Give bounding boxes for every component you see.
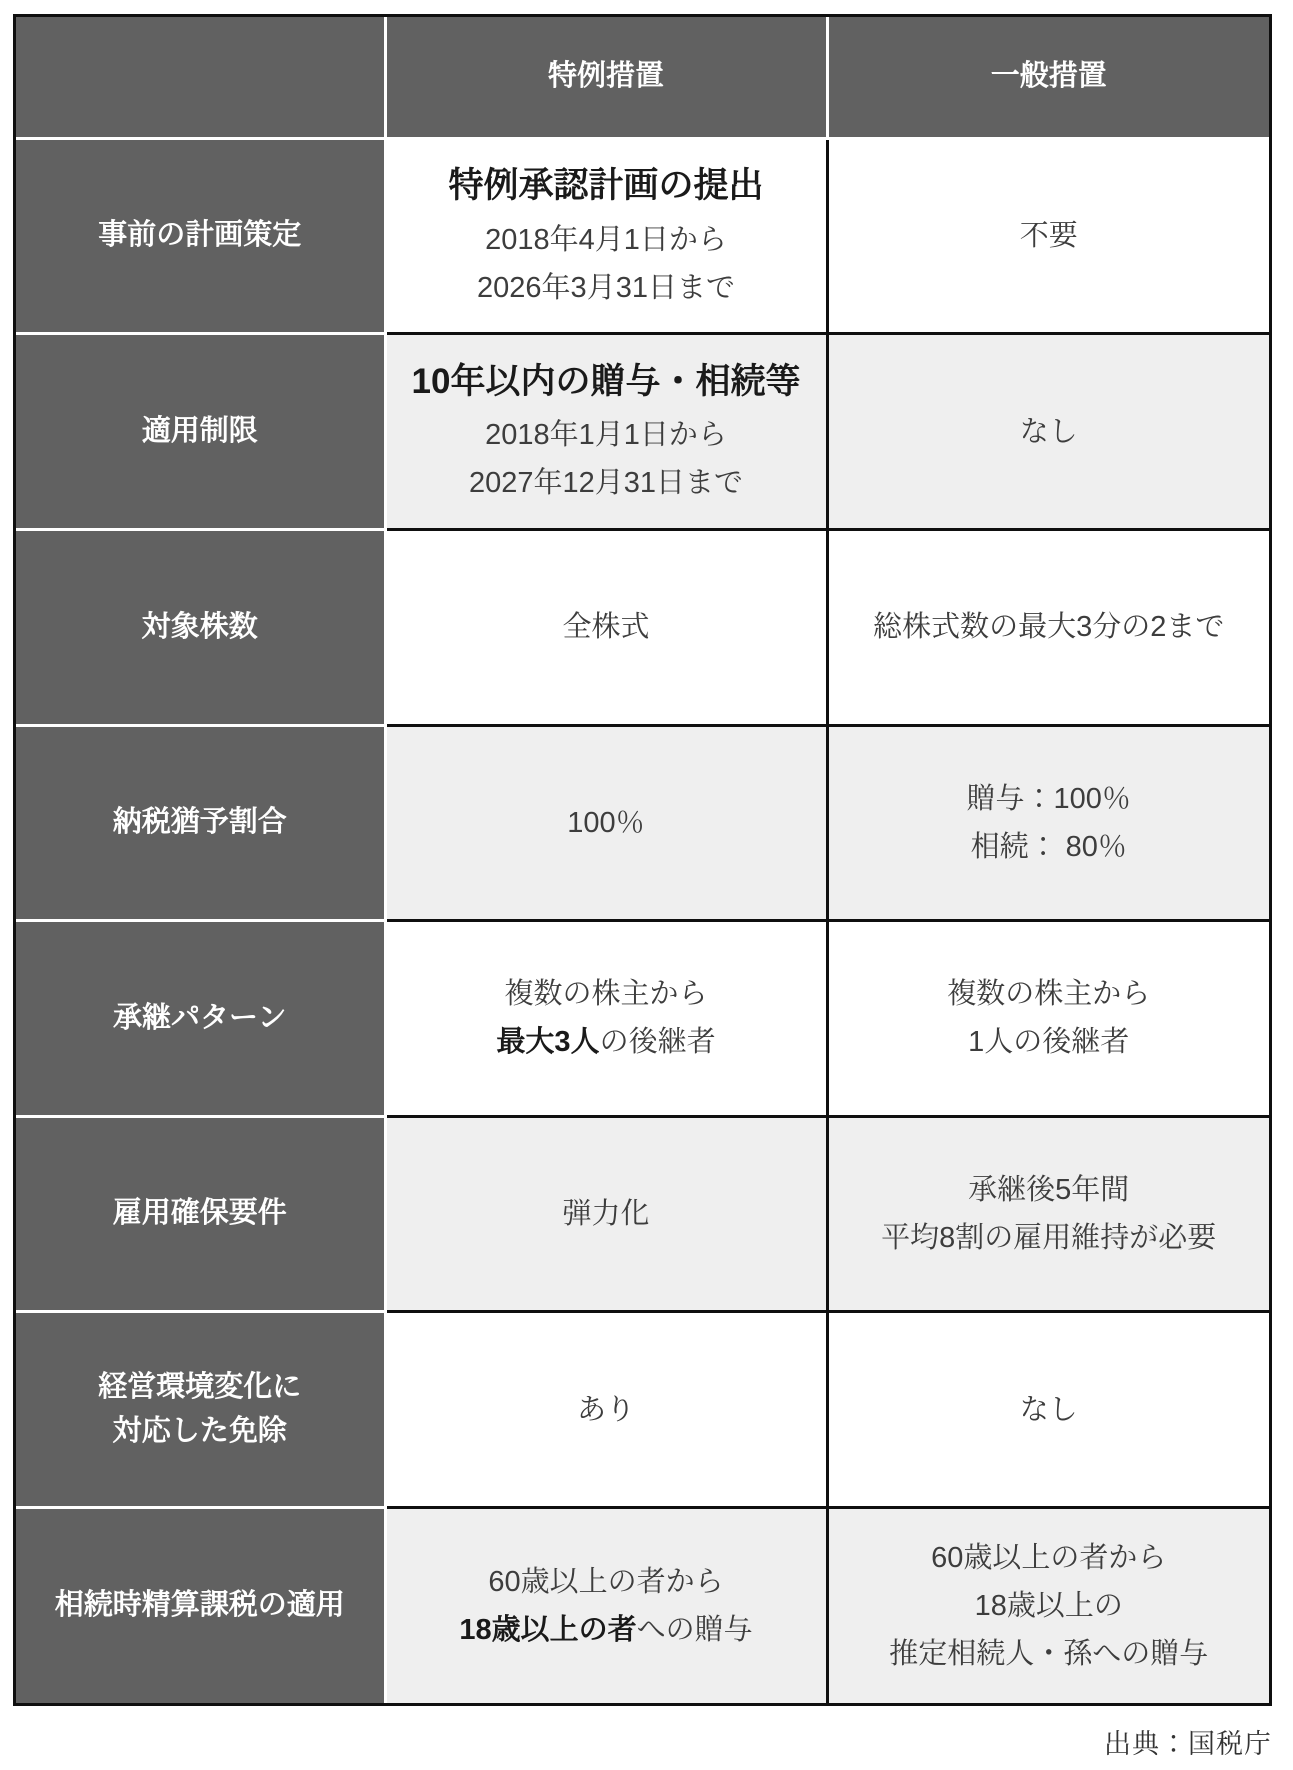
column-header-special-label: 特例措置 bbox=[547, 60, 664, 93]
cell-general-environment-exemption: なし bbox=[827, 1312, 1269, 1508]
cell-special-employment-requirement: 弾力化 bbox=[385, 1116, 827, 1312]
table-row-environment-exemption bbox=[16, 1312, 1269, 1508]
cell-general-employment-requirement: 承継後5年間 平均8割の雇用維持が必要 bbox=[827, 1116, 1269, 1312]
cell-special-succession-pattern: 複数の株主から 最大3人の後継者 bbox=[385, 921, 827, 1117]
table-row-application-limit bbox=[16, 334, 1269, 530]
header-row bbox=[16, 17, 1269, 138]
cell-title: 10年以内の贈与・相続等 bbox=[411, 361, 801, 401]
comparison-table bbox=[13, 14, 1272, 1706]
row-label: 承継パターン bbox=[16, 921, 385, 1117]
table-row-target-shares bbox=[16, 530, 1269, 726]
row-label: 適用制限 bbox=[16, 334, 385, 530]
column-header-general-label: 一般措置 bbox=[990, 60, 1107, 93]
cell-special-application-limit: 10年以内の贈与・相続等 2018年1月1日から 2027年12月31日まで bbox=[385, 334, 827, 530]
row-label: 雇用確保要件 bbox=[16, 1116, 385, 1312]
cell-special-environment-exemption: あり bbox=[385, 1312, 827, 1508]
cell-special-deferral-ratio: 100％ bbox=[385, 725, 827, 921]
column-header-special bbox=[385, 17, 827, 138]
row-label: 相続時精算課税の適用 bbox=[16, 1507, 385, 1703]
cell-general-target-shares: 総株式数の最大3分の2まで bbox=[827, 530, 1269, 726]
succession-tax-table bbox=[16, 17, 1269, 1703]
table-row-deferral-ratio bbox=[16, 725, 1269, 921]
source-note: 出典：国税庁 bbox=[1104, 1729, 1272, 1759]
cell-title: 特例承認計画の提出 bbox=[448, 166, 764, 206]
cell-general-succession-pattern: 複数の株主から 1人の後継者 bbox=[827, 921, 1269, 1117]
table-row-succession-pattern bbox=[16, 921, 1269, 1117]
row-label: 対象株数 bbox=[16, 530, 385, 726]
bold-segment: 最大3人 bbox=[496, 1026, 600, 1059]
row-label: 事前の計画策定 bbox=[16, 138, 385, 334]
row-label: 経営環境変化に 対応した免除 bbox=[16, 1312, 385, 1508]
bold-segment: 18歳以上の者 bbox=[459, 1613, 637, 1646]
cell-special-settlement-taxation: 60歳以上の者から 18歳以上の者への贈与 bbox=[385, 1507, 827, 1703]
table-row-advance-plan bbox=[16, 138, 1269, 334]
column-header-general bbox=[827, 17, 1269, 138]
cell-general-advance-plan: 不要 bbox=[827, 138, 1269, 334]
cell-special-target-shares: 全株式 bbox=[385, 530, 827, 726]
cell-special-advance-plan: 特例承認計画の提出 2018年4月1日から 2026年3月31日まで bbox=[385, 138, 827, 334]
corner-cell bbox=[16, 17, 385, 138]
cell-general-settlement-taxation: 60歳以上の者から 18歳以上の 推定相続人・孫への贈与 bbox=[827, 1507, 1269, 1703]
cell-general-application-limit: なし bbox=[827, 334, 1269, 530]
row-label: 納税猶予割合 bbox=[16, 725, 385, 921]
cell-general-deferral-ratio: 贈与：100％ 相続： 80％ bbox=[827, 725, 1269, 921]
table-row-settlement-taxation bbox=[16, 1507, 1269, 1703]
table-row-employment-requirement bbox=[16, 1116, 1269, 1312]
